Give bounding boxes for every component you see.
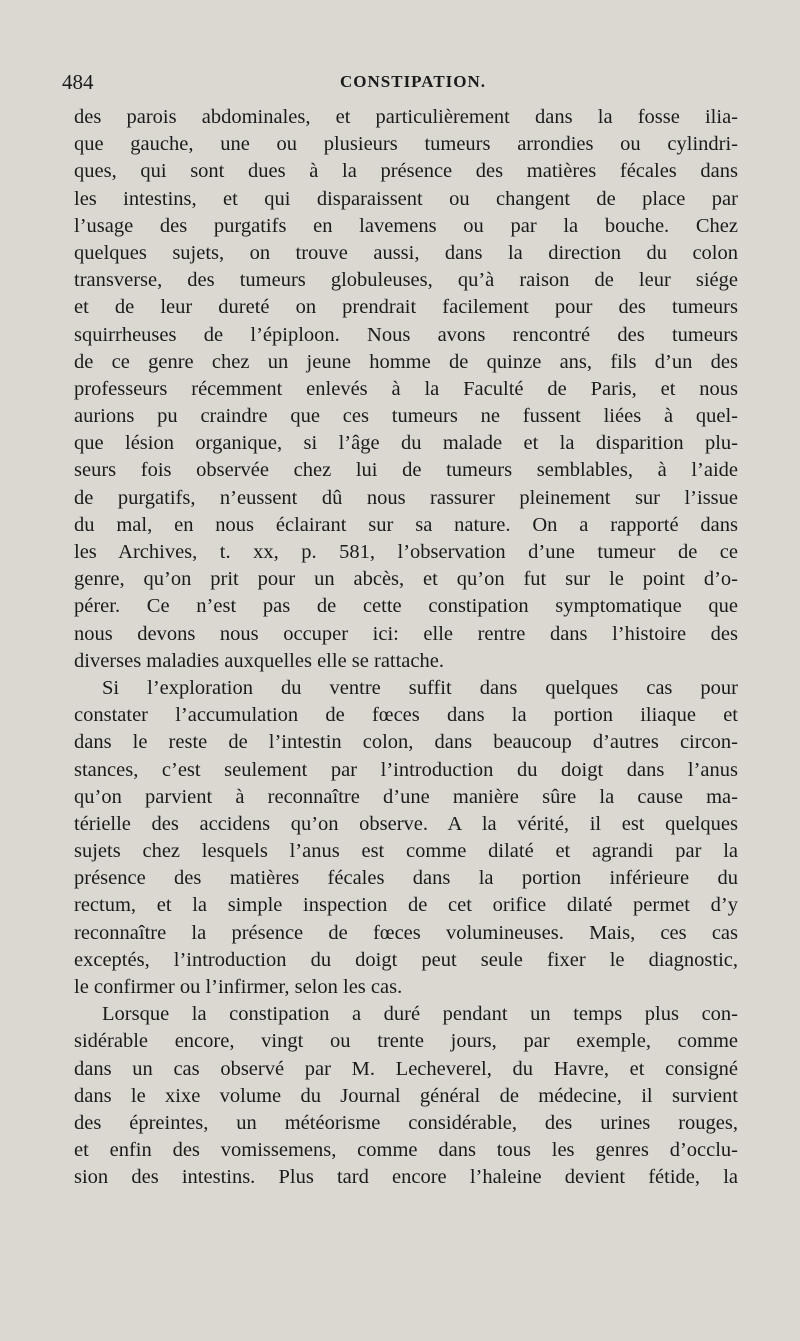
text-line: dans le reste de l’intestin colon, dans beaucoup d’autres circon- bbox=[74, 731, 738, 754]
running-title: CONSTIPATION. bbox=[340, 72, 487, 91]
text-line: quelques sujets, on trouve aussi, dans la direction du colon bbox=[74, 241, 738, 264]
text-line: reconnaître la présence de fœces volumineuses. Mais, ces cas bbox=[74, 921, 738, 944]
text-line: des parois abdominales, et particulièrement dans la fosse ilia- bbox=[74, 106, 738, 128]
text-line: que gauche, une ou plusieurs tumeurs arrondies ou cylindri- bbox=[74, 133, 738, 156]
text-line: l’usage des purgatifs en lavemens ou par la bouche. Chez bbox=[74, 214, 738, 237]
text-line: et de leur dureté on prendrait facilement pour des tumeurs bbox=[74, 296, 738, 319]
text-line: dans un cas observé par M. Lecheverel, du Havre, et consigné bbox=[74, 1057, 738, 1080]
text-line: Lorsque la constipation a duré pendant un temps plus con- bbox=[102, 1003, 738, 1026]
text-line: sujets chez lesquels l’anus est comme dilaté et agrandi par la bbox=[74, 840, 738, 863]
text-line: térielle des accidens qu’on observe. A la vérité, il est quelques bbox=[74, 812, 738, 835]
text-line: aurions pu craindre que ces tumeurs ne fussent liées à quel- bbox=[74, 405, 738, 428]
text-line: de purgatifs, n’eussent dû nous rassurer pleinement sur l’issue bbox=[74, 486, 738, 509]
text-line: présence des matières fécales dans la portion inférieure du bbox=[74, 867, 738, 890]
body-text bbox=[74, 104, 738, 1192]
text-line: sion des intestins. Plus tard encore l’haleine devient fétide, la bbox=[74, 1166, 738, 1189]
text-line: les intestins, et qui disparaissent ou changent de place par bbox=[74, 187, 738, 210]
text-line: sidérable encore, vingt ou trente jours, par exemple, comme bbox=[74, 1030, 738, 1053]
text-line: seurs fois observée chez lui de tumeurs semblables, à l’aide bbox=[74, 459, 738, 482]
text-line: rectum, et la simple inspection de cet orifice dilaté permet d’y bbox=[74, 894, 738, 917]
text-line: des épreintes, un météorisme considérable, des urines rouges, bbox=[74, 1111, 738, 1134]
text-line: nous devons nous occuper ici: elle rentre dans l’histoire des bbox=[74, 622, 738, 645]
text-line: squirrheuses de l’épiploon. Nous avons rencontré des tumeurs bbox=[74, 323, 738, 346]
text-line: et enfin des vomissemens, comme dans tous les genres d’occlu- bbox=[74, 1139, 738, 1162]
text-line: dans le xixe volume du Journal général de médecine, il survient bbox=[74, 1084, 738, 1107]
text-line: du mal, en nous éclairant sur sa nature. On a rapporté dans bbox=[74, 513, 738, 536]
text-line: que lésion organique, si l’âge du malade et la disparition plu- bbox=[74, 432, 738, 455]
text-line: les Archives, t. xx, p. 581, l’observation d’une tumeur de ce bbox=[74, 541, 738, 563]
text-line: le confirmer ou l’infirmer, selon les cas. bbox=[74, 976, 403, 998]
page-header bbox=[62, 70, 742, 100]
text-line: professeurs récemment enlevés à la Faculté de Paris, et nous bbox=[74, 377, 738, 400]
text-line: qu’on parvient à reconnaître d’une manière sûre la cause ma- bbox=[74, 785, 738, 808]
text-line: constater l’accumulation de fœces dans la portion iliaque et bbox=[74, 704, 738, 727]
text-line: transverse, des tumeurs globuleuses, qu’à raison de leur siége bbox=[74, 269, 738, 292]
text-line: exceptés, l’introduction du doigt peut seule fixer le diagnostic, bbox=[74, 948, 738, 971]
text-line: ques, qui sont dues à la présence des matières fécales dans bbox=[74, 160, 738, 183]
text-line: diverses maladies auxquelles elle se rattache. bbox=[74, 649, 444, 672]
text-line: Si l’exploration du ventre suffit dans quelques cas pour bbox=[102, 676, 738, 699]
text-line: pérer. Ce n’est pas de cette constipation symptomatique que bbox=[74, 595, 738, 618]
page-number: 484 bbox=[62, 70, 94, 94]
text-line: stances, c’est seulement par l’introduction du doigt dans l’anus bbox=[74, 758, 738, 781]
text-line: genre, qu’on prit pour un abcès, et qu’on fut sur le point d’o- bbox=[74, 568, 738, 591]
text-line: de ce genre chez un jeune homme de quinze ans, fils d’un des bbox=[74, 350, 738, 373]
